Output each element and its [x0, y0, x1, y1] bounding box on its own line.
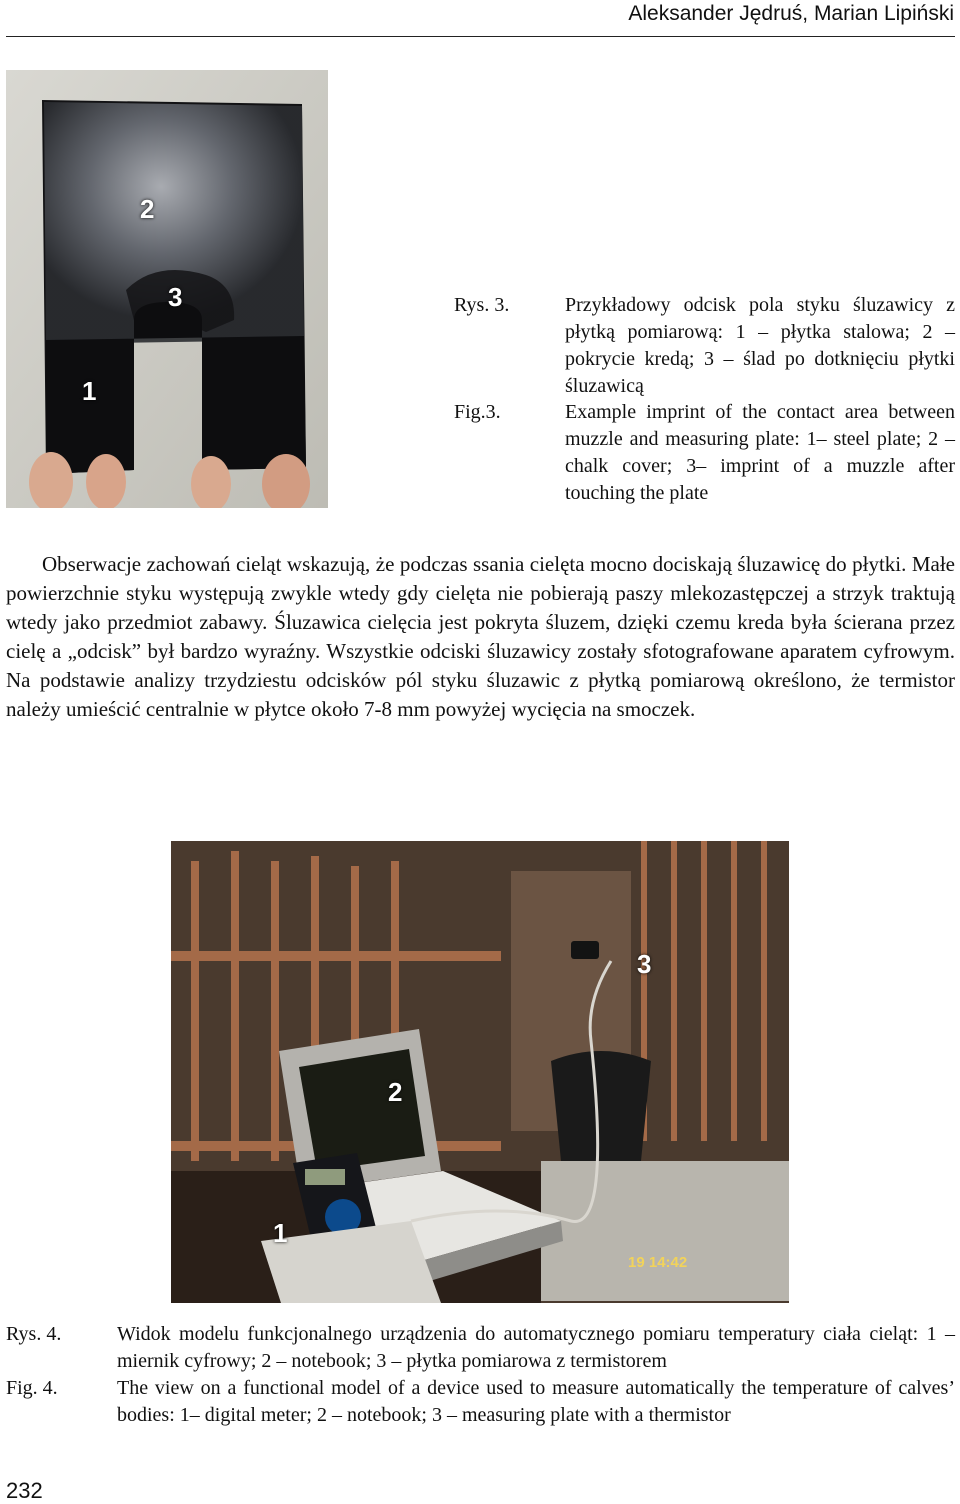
figure-4-label-2: 2	[388, 1077, 403, 1107]
page-number: 232	[6, 1478, 43, 1503]
figure-4-caption-pl: Widok modelu funkcjonalnego urządzenia do automatycznego pomiaru temperatury ciała cieląt: 1 – miernik cyfrowy; 2 – notebook; 3 – płytka pomiarowa z termistorem	[117, 1323, 955, 1372]
running-header-authors: Aleksander Jędruś, Marian Lipiński	[628, 2, 954, 25]
body-paragraph: Obserwacje zachowań cieląt wskazują, że podczas ssania cielęta mocno dociskają śluzawicę do płytki. Małe powierzchnie styku występują zwykle wtedy gdy cielęta nie pobierają paszy mlekozastępczej a strzyk traktują wtedy jako przedmiot zabawy. Śluzawica cielęcia jest pokryta śluzem, dzięki czemu kreda była ścierana przez cielę a „odcisk” był bardzo wyraźny. Wszystkie odciski śluzawicy zostały sfotografowane aparatem cyfrowym. Na podstawie analizy trzydziestu odcisków pól styku śluzawic z płytką pomiarową określono, że termistor należy umieścić centralnie w płytce około 7-8 mm powyżej wycięcia na smoczek.	[6, 552, 955, 721]
figure-3-illustration	[6, 70, 328, 508]
figure-3-caption-en: Example imprint of the contact area between muzzle and measuring plate: 1– steel plate; 2 – chalk cover; 3– imprint of a muzzle after touching the plate	[565, 401, 955, 504]
figure-4-label-en: Fig. 4.	[6, 1377, 58, 1399]
figure-4-timestamp: 19 14:42	[628, 1254, 688, 1271]
figure-3-label-pl: Rys. 3.	[454, 294, 510, 316]
figure-4-photo	[171, 841, 789, 1303]
figure-4-label-pl: Rys. 4.	[6, 1323, 62, 1345]
figure-4-label-1: 1	[273, 1218, 288, 1248]
figure-4-illustration	[171, 841, 789, 1303]
figure-4-label-3: 3	[637, 949, 652, 979]
figure-3-caption-pl: Przykładowy odcisk pola styku śluzawicy z płytką pomiarową: 1 – płytka stalowa; 2 – pokrycie kredą; 3 – ślad po dotknięciu płytki śluzawicą	[565, 294, 955, 397]
figure-4-caption-en: The view on a functional model of a device used to measure automatically the temperature of calves’ bodies: 1– digital meter; 2 – notebook; 3 – measuring plate with a thermistor	[117, 1377, 955, 1426]
header-divider	[6, 36, 955, 37]
figure-3-label-2: 2	[140, 194, 155, 224]
figure-3-label-1: 1	[82, 376, 97, 406]
figure-3-label-3: 3	[168, 282, 183, 312]
figure-3-photo	[6, 70, 328, 508]
figure-3-label-en: Fig.3.	[454, 401, 501, 423]
